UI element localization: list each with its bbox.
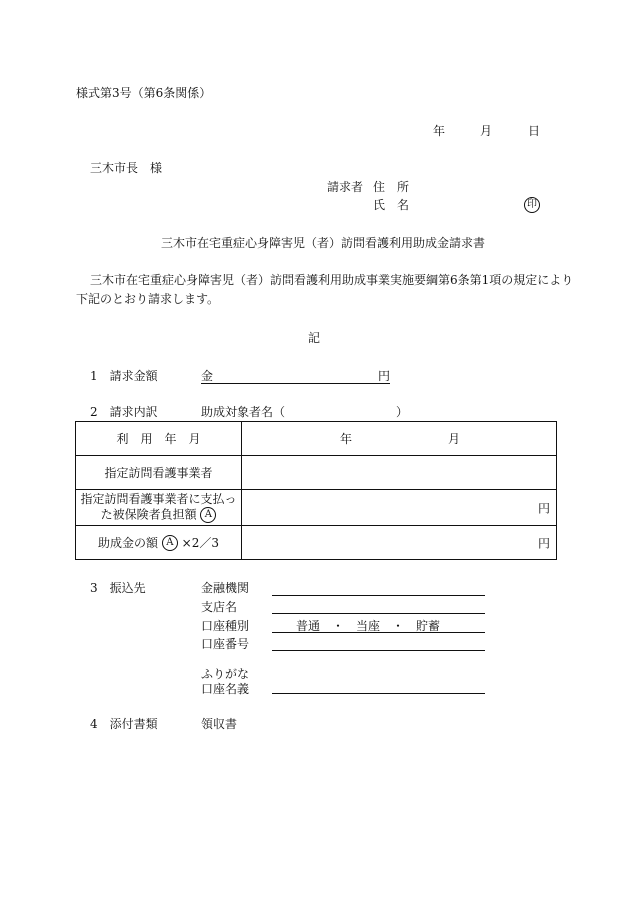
copay-value <box>242 490 557 526</box>
account-number-label: 口座番号 <box>201 637 250 651</box>
copay-label <box>76 490 242 526</box>
grant-label <box>76 526 242 560</box>
grant-yen: 円 <box>537 536 550 550</box>
account-number-underline <box>272 650 485 651</box>
branch-label: 支店名 <box>201 600 238 614</box>
document-title: 三木市在宅重症心身障害児（者）訪問看護利用助成金請求書 <box>161 236 486 250</box>
provider-value <box>242 456 557 490</box>
addressee: 三木市長 様 <box>90 161 163 175</box>
ki-heading: 記 <box>308 331 321 345</box>
item1-label: 1 請求金額 <box>90 369 158 383</box>
mark-a-icon: A <box>200 507 216 523</box>
item3-label: 3 振込先 <box>90 581 146 595</box>
requester-name-label: 氏 名 <box>373 198 410 212</box>
item1-kin: 金 <box>201 369 214 383</box>
subject-name-close: ） <box>396 405 409 419</box>
grant-label-pre: 助成金の額 <box>98 535 159 550</box>
date-month: 月 <box>480 124 493 138</box>
branch-underline <box>272 613 485 614</box>
date-day: 日 <box>528 124 541 138</box>
usage-month-value <box>242 422 557 456</box>
copay-label-line2 <box>76 507 241 523</box>
account-type-underline <box>272 632 485 633</box>
table-row <box>76 422 557 456</box>
body-line-2: 下記のとおり請求します。 <box>76 292 220 306</box>
attachment-value: 領収書 <box>201 717 238 731</box>
seal-icon: 印 <box>524 197 540 213</box>
account-name-underline <box>272 693 485 694</box>
furigana-label: ふりがな <box>201 667 250 681</box>
grant-label-post: ×2／3 <box>181 535 219 550</box>
account-type-label: 口座種別 <box>201 619 250 633</box>
account-type-options: 普通 ・ 当座 ・ 貯蓄 <box>296 619 441 633</box>
table-row <box>76 490 557 526</box>
form-number: 様式第3号（第6条関係） <box>76 86 212 100</box>
date-year: 年 <box>433 124 446 138</box>
copay-label-line1: 指定訪問看護事業者に支払っ <box>80 492 237 506</box>
usage-year-unit: 年 <box>340 432 353 446</box>
grant-value <box>242 526 557 560</box>
bank-label: 金融機関 <box>201 581 250 595</box>
body-line-1: 三木市在宅重症心身障害児（者）訪問看護利用助成事業実施要綱第6条第1項の規定により <box>90 273 574 287</box>
bank-underline <box>272 595 485 596</box>
requester-address-label: 住 所 <box>373 180 410 194</box>
copay-label-text: た被保険者負担額 <box>100 507 197 522</box>
item4-label: 4 添付書類 <box>90 717 158 731</box>
provider-label: 指定訪問看護事業者 <box>76 456 242 490</box>
usage-month-unit: 月 <box>448 432 461 446</box>
breakdown-table <box>75 421 557 560</box>
table-row <box>76 526 557 560</box>
subject-name-label: 助成対象者名（ <box>201 405 286 419</box>
item1-yen: 円 <box>378 369 391 383</box>
seal-mark <box>524 197 540 213</box>
account-name-label: 口座名義 <box>201 682 250 696</box>
item2-label: 2 請求内訳 <box>90 405 158 419</box>
copay-yen: 円 <box>537 501 550 515</box>
mark-a-icon: A <box>162 535 178 551</box>
table-row <box>76 456 557 490</box>
usage-month-label: 利 用 年 月 <box>76 422 242 456</box>
requester-label: 請求者 <box>327 180 364 194</box>
amount-underline <box>201 383 390 384</box>
